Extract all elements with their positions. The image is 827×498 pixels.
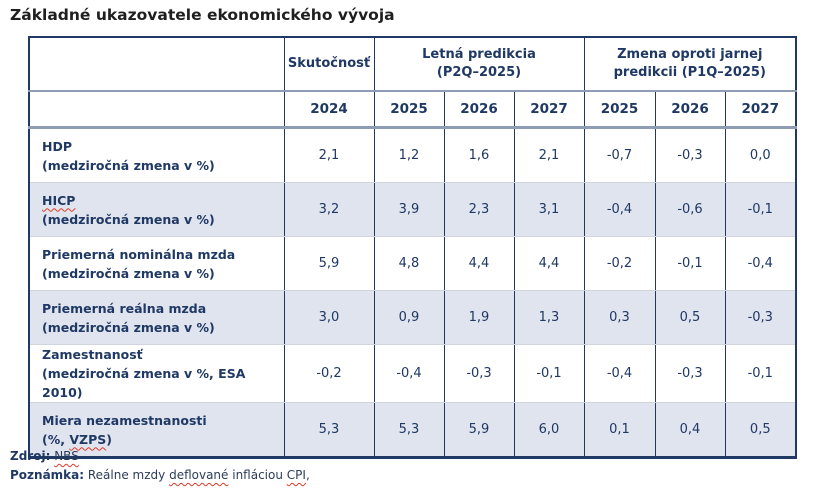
table-row — [29, 128, 796, 183]
value-cell: 0,0 — [725, 128, 796, 183]
value-cell: -0,4 — [725, 237, 796, 291]
indicators-table-wrap — [28, 36, 797, 459]
row-label-cell — [29, 345, 284, 403]
value-cell: -0,3 — [655, 128, 725, 183]
value-cell: -0,7 — [584, 128, 655, 183]
row-label-cell — [29, 291, 284, 345]
row-label-line1 — [42, 137, 284, 156]
text-fragment: (%, — [42, 431, 70, 447]
value-cell: 4,4 — [514, 237, 584, 291]
value-cell: 4,4 — [444, 237, 514, 291]
row-label-cell — [29, 183, 284, 237]
value-cell: 0,5 — [655, 291, 725, 345]
value-cell: 3,1 — [514, 183, 584, 237]
indicators-table — [28, 36, 797, 459]
value-cell: -0,4 — [584, 183, 655, 237]
value-cell: 2,1 — [514, 128, 584, 183]
table-row — [29, 237, 796, 291]
value-cell: -0,2 — [584, 237, 655, 291]
value-cell: 2,1 — [284, 128, 374, 183]
source-value — [54, 449, 79, 463]
text-fragment: HDP — [42, 138, 72, 154]
row-label-line2 — [42, 318, 284, 337]
value-cell: -0,4 — [374, 345, 444, 403]
value-cell: -0,1 — [725, 345, 796, 403]
header-summer-line2: (P2Q–2025) — [436, 65, 522, 80]
misspelled-text: CPI — [286, 468, 306, 482]
text-fragment: (medziročná zmena v %, ESA 2010) — [42, 366, 246, 400]
header-change-line2: predikcii (P1Q–2025) — [613, 65, 766, 80]
years-empty-cell — [29, 91, 284, 128]
row-label-cell — [29, 128, 284, 183]
value-cell: 0,1 — [584, 403, 655, 458]
row-label-line1 — [42, 245, 284, 264]
value-cell: -0,3 — [655, 345, 725, 403]
table-row — [29, 291, 796, 345]
value-cell: 4,8 — [374, 237, 444, 291]
misspelled-text: VZPS — [69, 431, 107, 447]
text-fragment: Miera nezamestnanosti — [42, 412, 207, 428]
misspelled-text: deflované — [169, 468, 229, 482]
footer-notes — [10, 447, 310, 485]
header-empty-cell — [29, 37, 284, 91]
row-label-line2 — [42, 430, 284, 449]
text-fragment: Priemerná reálna mzda — [42, 300, 207, 316]
row-label-line1 — [42, 299, 284, 318]
value-cell: -0,1 — [655, 237, 725, 291]
row-label-line2 — [42, 264, 284, 283]
row-label-line1 — [42, 345, 284, 364]
value-cell: -0,4 — [584, 345, 655, 403]
row-label-line2 — [42, 364, 284, 402]
text-fragment: (medziročná zmena v %) — [42, 157, 215, 173]
text-fragment: , — [305, 468, 310, 482]
row-label-line1 — [42, 191, 284, 210]
note-line — [10, 466, 310, 485]
header-years-row — [29, 91, 796, 128]
row-label-line1 — [42, 411, 284, 430]
table-body — [29, 128, 796, 458]
value-cell: 1,6 — [444, 128, 514, 183]
year-cell: 2026 — [655, 91, 725, 128]
value-cell: 0,4 — [655, 403, 725, 458]
text-fragment: ) — [106, 431, 112, 447]
page-title: Základné ukazovatele ekonomického vývoja — [10, 6, 395, 24]
misspelled-text: NBS — [54, 449, 79, 463]
source-label: Zdroj: — [10, 449, 51, 463]
year-cell: 2025 — [584, 91, 655, 128]
text-fragment: (medziročná zmena v %) — [42, 265, 215, 281]
source-line — [10, 447, 310, 466]
value-cell: 3,2 — [284, 183, 374, 237]
table-row — [29, 345, 796, 403]
text-fragment: Reálne mzdy — [87, 468, 170, 482]
value-cell: -0,1 — [514, 345, 584, 403]
note-value — [88, 468, 310, 482]
year-cell: 2027 — [514, 91, 584, 128]
value-cell: -0,6 — [655, 183, 725, 237]
note-label: Poznámka: — [10, 468, 85, 482]
row-label-line2 — [42, 210, 284, 229]
value-cell: 1,3 — [514, 291, 584, 345]
value-cell: 5,3 — [284, 403, 374, 458]
value-cell: 5,9 — [444, 403, 514, 458]
text-fragment: Priemerná nominálna mzda — [42, 246, 236, 262]
value-cell: 1,2 — [374, 128, 444, 183]
header-actual-label: Skutočnosť — [287, 56, 371, 71]
year-cell: 2027 — [725, 91, 796, 128]
value-cell: 2,3 — [444, 183, 514, 237]
value-cell: 6,0 — [514, 403, 584, 458]
value-cell: 0,3 — [584, 291, 655, 345]
text-fragment: Zamestnanosť — [42, 347, 143, 362]
value-cell: 1,9 — [444, 291, 514, 345]
row-label-line2 — [42, 156, 284, 175]
value-cell: -0,3 — [725, 291, 796, 345]
header-change-cell — [584, 37, 796, 91]
header-actual-cell — [284, 37, 374, 91]
header-change-line1: Zmena oproti jarnej — [617, 47, 763, 62]
value-cell: 0,5 — [725, 403, 796, 458]
text-fragment: infláciou — [228, 468, 287, 482]
year-cell: 2025 — [374, 91, 444, 128]
year-cell: 2024 — [284, 91, 374, 128]
value-cell: 0,9 — [374, 291, 444, 345]
value-cell: 3,0 — [284, 291, 374, 345]
value-cell: 5,3 — [374, 403, 444, 458]
year-cell: 2026 — [444, 91, 514, 128]
value-cell: -0,2 — [284, 345, 374, 403]
header-summer-prediction-cell — [374, 37, 584, 91]
value-cell: -0,1 — [725, 183, 796, 237]
value-cell: 3,9 — [374, 183, 444, 237]
row-label-cell — [29, 237, 284, 291]
value-cell: 5,9 — [284, 237, 374, 291]
value-cell: -0,3 — [444, 345, 514, 403]
header-summer-line1: Letná predikcia — [422, 47, 536, 62]
misspelled-text: HICP — [42, 192, 76, 208]
text-fragment: (medziročná zmena v %) — [42, 211, 215, 227]
header-group-row — [29, 37, 796, 91]
table-row — [29, 183, 796, 237]
text-fragment: (medziročná zmena v %) — [42, 319, 215, 335]
